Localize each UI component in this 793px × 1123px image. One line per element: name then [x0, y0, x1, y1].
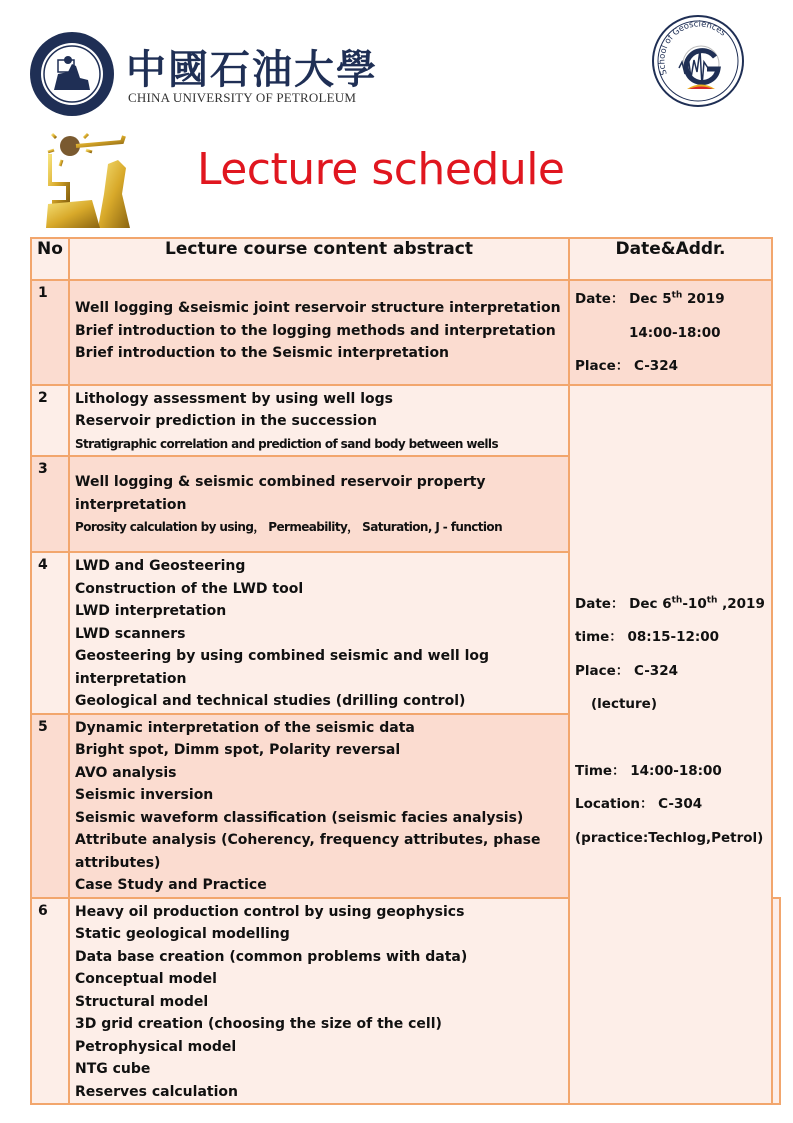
content-line: LWD interpretation — [75, 603, 227, 619]
content-line: Seismic inversion — [75, 787, 214, 803]
content-line: 3D grid creation (choosing the size of the cell) — [75, 1016, 442, 1032]
content-line: NTG cube — [75, 1061, 151, 1077]
empty-date-cell — [772, 898, 780, 1105]
date-suffix: th — [706, 595, 718, 605]
content-line: Petrophysical model — [75, 1038, 237, 1055]
content-line: LWD scanners — [75, 625, 186, 642]
date-year: 2019 — [682, 291, 725, 307]
lecture-schedule-table — [30, 237, 781, 1105]
row-content — [69, 456, 569, 552]
content-line: Well logging & seismic combined reservoir property — [75, 474, 486, 490]
column-header-no: No — [31, 238, 69, 280]
content-line: Well logging &seismic joint reservoir structure interpretation — [75, 300, 561, 316]
place-line: Place： C-324 — [575, 358, 678, 374]
table-header-row — [31, 238, 780, 280]
row-content — [69, 552, 569, 714]
content-line: Lithology assessment by using well logs — [75, 390, 393, 407]
content-line: Data base creation (common problems with data) — [75, 948, 468, 965]
content-line: interpretation — [75, 496, 187, 513]
date-year: ,2019 — [717, 595, 765, 612]
content-line: Case Study and Practice — [75, 877, 267, 893]
date-address-session-2 — [569, 385, 772, 1105]
row-number: 5 — [31, 714, 69, 898]
content-line: attributes) — [75, 854, 161, 871]
content-line: Construction of the LWD tool — [75, 580, 304, 597]
content-line: Bright spot, Dimm spot, Polarity reversal — [75, 742, 401, 758]
date-line — [575, 283, 771, 317]
content-line: Structural model — [75, 993, 209, 1010]
university-seal-logo — [28, 30, 116, 118]
row-number: 4 — [31, 552, 69, 714]
content-line: Brief introduction to the logging methods and interpretation — [75, 322, 556, 339]
date-address-session-1 — [569, 280, 772, 385]
date-line — [575, 588, 771, 622]
content-line: Attribute analysis (Coherency, frequency attributes, phase — [75, 832, 541, 848]
place-line: Place： C-324 — [575, 662, 678, 679]
spacer — [575, 722, 771, 755]
date-value: Dec 5 — [629, 291, 672, 307]
content-line: Stratigraphic correlation and prediction of sand body between wells — [75, 436, 498, 451]
row-content — [69, 280, 569, 385]
content-line: Reserves calculation — [75, 1083, 238, 1100]
content-line: Brief introduction to the Seismic interpretation — [75, 345, 450, 361]
time-line: time： 08:15-12:00 — [575, 629, 720, 645]
content-line: Geological and technical studies (drilling control) — [75, 693, 466, 709]
row-number: 6 — [31, 898, 69, 1105]
university-name-chinese: 中國石油大學 — [126, 46, 378, 93]
school-logo-text-path: School of Geosciences — [656, 18, 729, 77]
content-line: Reservoir prediction in the succession — [75, 413, 377, 429]
column-header-date: Date&Addr. — [569, 238, 772, 280]
content-line: Geosteering by using combined seismic and well log — [75, 648, 490, 664]
table-row — [31, 280, 780, 385]
content-line: Conceptual model — [75, 971, 217, 987]
row-content — [69, 714, 569, 898]
date-label: Date： — [575, 291, 625, 307]
content-line: interpretation — [75, 670, 187, 687]
content-line: Heavy oil production control by using geophysics — [75, 903, 465, 920]
content-line: Static geological modelling — [75, 926, 290, 942]
practice-note: (practice:Techlog,Petrol) — [575, 829, 764, 846]
university-name-english: CHINA UNIVERSITY OF PETROLEUM — [128, 90, 357, 105]
location-line: Location： C-304 — [575, 796, 703, 812]
page-title: Lecture schedule — [197, 144, 565, 195]
school-of-geosciences-logo — [651, 14, 745, 108]
sculpture-emblem-image — [38, 124, 142, 232]
row-number: 1 — [31, 280, 69, 385]
row-content — [69, 385, 569, 457]
content-line: LWD and Geosteering — [75, 558, 246, 574]
date-start: Dec 6 — [629, 595, 672, 612]
content-line: Porosity calculation by using， Permeability， Saturation, J - function — [75, 520, 503, 534]
date-label: Date： — [575, 595, 625, 612]
date-end: -10 — [682, 595, 707, 612]
content-line: Seismic waveform classification (seismic facies analysis) — [75, 809, 524, 826]
content-line: AVO analysis — [75, 764, 177, 781]
time-line: 14:00-18:00 — [629, 324, 721, 341]
row-content — [69, 898, 569, 1105]
content-line: Dynamic interpretation of the seismic data — [75, 719, 415, 736]
column-header-content: Lecture course content abstract — [69, 238, 569, 280]
date-suffix: th — [671, 290, 683, 301]
row-number: 2 — [31, 385, 69, 457]
table-row — [31, 385, 780, 457]
date-suffix: th — [671, 595, 683, 605]
afternoon-time-line: Time： 14:00-18:00 — [575, 762, 722, 779]
lecture-note: (lecture) — [591, 696, 658, 712]
row-number: 3 — [31, 456, 69, 552]
